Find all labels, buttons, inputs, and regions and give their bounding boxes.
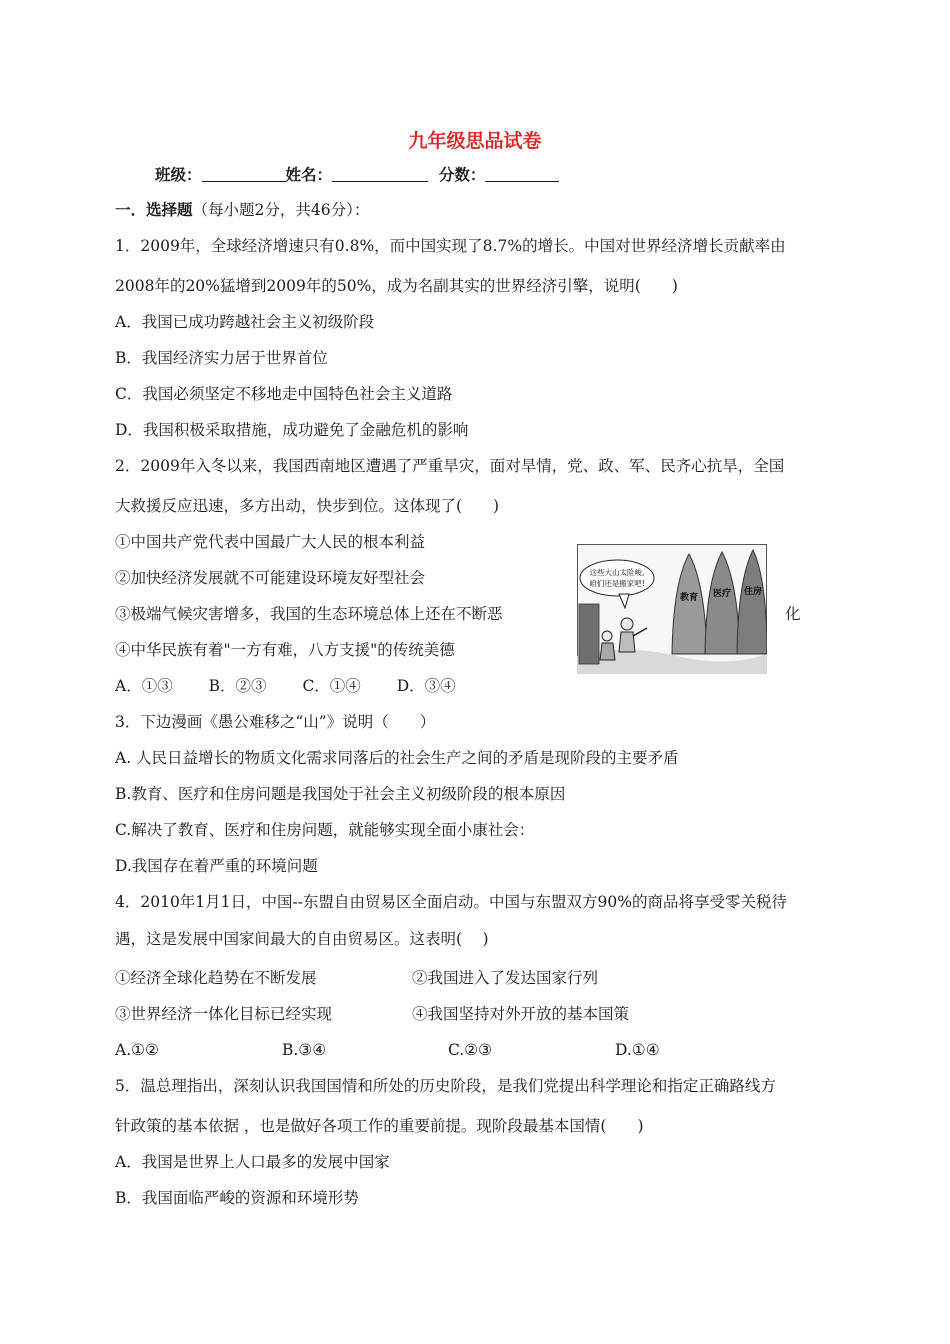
q1-stem-line1: 1．2009年，全球经济增速只有0.8%，而中国实现了8.7%的增长。中国对世界经济增长贡献率由 — [115, 237, 786, 255]
q4-stem-line2: 遇，这是发展中国家间最大的自由贸易区。这表明( ) — [115, 930, 489, 948]
name-label: 姓名： — [285, 166, 333, 184]
cartoon-illustration — [577, 544, 767, 674]
q1-option-b: B．我国经济实力居于世界首位 — [115, 349, 328, 367]
q4-statement-3: ③世界经济一体化目标已经实现 — [115, 1005, 333, 1023]
q2-stem-line1: 2．2009年入冬以来，我国西南地区遭遇了严重旱灾，面对旱情，党、政、军、民齐心抗旱，全国 — [115, 457, 785, 475]
q5-stem-line2: 针政策的基本依据 ，也是做好各项工作的重要前提。现阶段最基本国情( ) — [115, 1117, 644, 1135]
class-blank[interactable] — [202, 166, 286, 182]
q4-option-d: D.①④ — [615, 1041, 660, 1059]
q4-option-a: A.①② — [115, 1041, 159, 1059]
q4-option-b: B.③④ — [282, 1041, 327, 1059]
q5-option-b: B．我国面临严峻的资源和环境形势 — [115, 1189, 359, 1207]
speech-line1: 这些大山太险峻, — [589, 568, 645, 577]
score-blank[interactable] — [485, 166, 559, 182]
q4-stem-line1: 4．2010年1月1日，中国--东盟自由贸易区全面启动。中国与东盟双方90%的商品将享受零关税待 — [115, 893, 787, 911]
name-blank[interactable] — [332, 166, 428, 182]
q5-stem-line1: 5．温总理指出，深刻认识我国国情和所处的历史阶段，是我们党提出科学理论和指定正确路线方 — [115, 1077, 776, 1095]
section-note: （每小题2分，共46分）： — [192, 201, 370, 219]
q3-stem: 3．下边漫画《愚公难移之“山”》说明（ ） — [115, 713, 436, 731]
q2-statement-1: ①中国共产党代表中国最广大人民的根本利益 — [115, 533, 426, 551]
score-label: 分数： — [438, 166, 486, 184]
student-info-row — [155, 163, 559, 185]
q2-options: A．①③ B．②③ C．①④ D．③④ — [115, 677, 456, 695]
mountain2-label: 医疗 — [712, 589, 732, 599]
section-heading — [115, 200, 369, 220]
mountain1-label: 教育 — [679, 593, 699, 603]
q3-option-b: B.教育、医疗和住房问题是我国处于社会主义初级阶段的根本原因 — [115, 785, 566, 803]
section-title: 一．选择题 — [115, 201, 193, 219]
q3-option-c: C.解决了教育、医疗和住房问题，就能够实现全面小康社会： — [115, 821, 535, 839]
q1-option-c: C．我国必须坚定不移地走中国特色社会主义道路 — [115, 385, 453, 403]
q1-option-a: A．我国已成功跨越社会主义初级阶段 — [115, 313, 375, 331]
q3-option-d: D.我国存在着严重的环境问题 — [115, 857, 318, 875]
speech-bubble — [580, 560, 654, 596]
q5-option-a: A．我国是世界上人口最多的发展中国家 — [115, 1153, 390, 1171]
q2-statement-2: ②加快经济发展就不可能建设环境友好型社会 — [115, 569, 426, 587]
q1-stem-line2: 2008年的20%猛增到2009年的50%，成为名副其实的世界经济引擎，说明( ) — [115, 277, 678, 295]
q4-statement-2: ②我国进入了发达国家行列 — [412, 969, 599, 987]
speech-line2: 咱们还是搬家吧! — [589, 579, 645, 588]
q2-statement-4: ④中华民族有着"一方有难，八方支援"的传统美德 — [115, 641, 455, 659]
q4-statement-4: ④我国坚持对外开放的基本国策 — [412, 1005, 630, 1023]
q4-option-c: C.②③ — [448, 1041, 493, 1059]
q2-statement-3: ③极端气候灾害增多，我国的生态环境总体上还在不断恶 — [115, 605, 503, 623]
q2-stem-line2: 大救援反应迅速，多方出动，快步到位。这体现了( ) — [115, 497, 500, 515]
old-man-figure — [621, 618, 633, 630]
exam-title: 九年级思品试卷 — [408, 130, 542, 152]
q1-option-d: D．我国积极采取措施，成功避免了金融危机的影响 — [115, 421, 469, 439]
q3-option-a: A. 人民日益增长的物质文化需求同落后的社会生产之间的矛盾是现阶段的主要矛盾 — [115, 749, 679, 767]
q4-statement-1: ①经济全球化趋势在不断发展 — [115, 969, 317, 987]
mountain3-label: 住房 — [743, 587, 763, 597]
q2-statement-3-tail: 化 — [785, 605, 801, 623]
class-label: 班级： — [155, 166, 202, 184]
